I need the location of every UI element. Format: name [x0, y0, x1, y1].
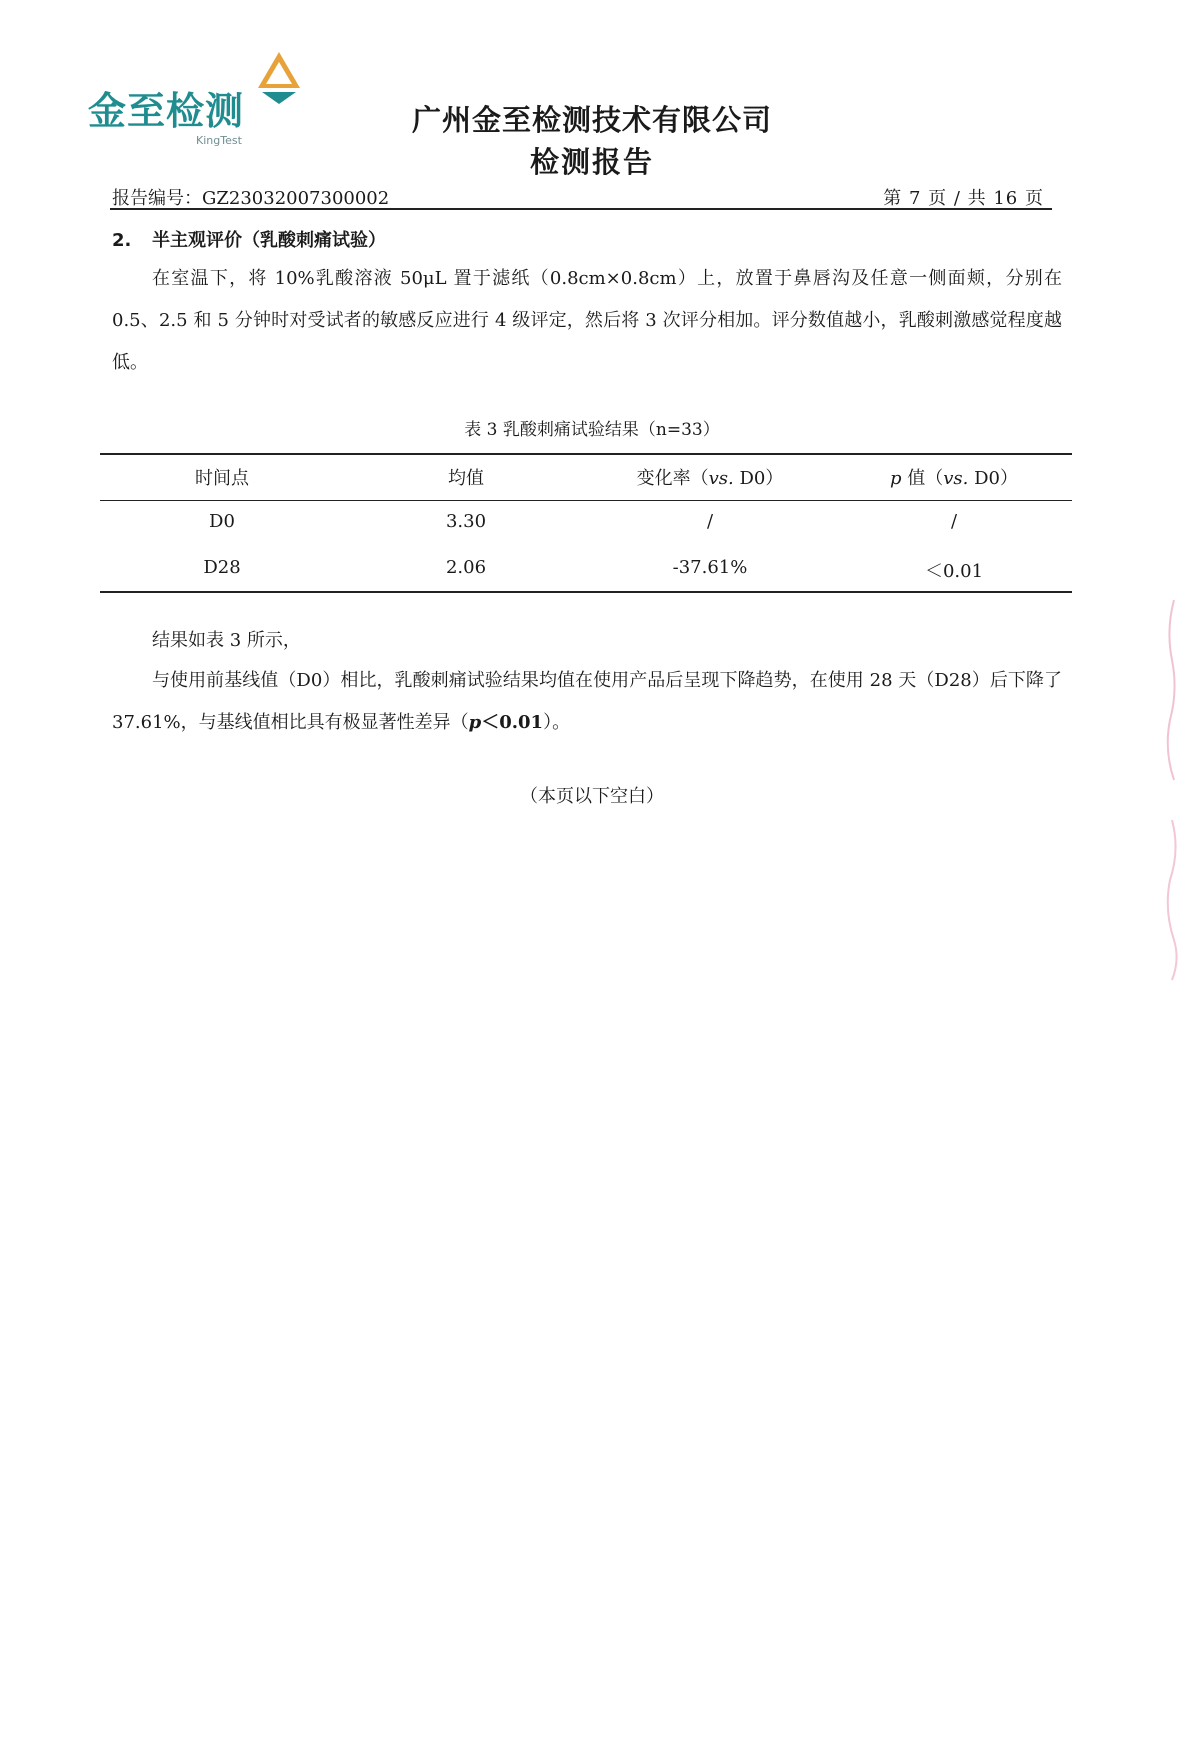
results-p-letter: p — [468, 712, 482, 733]
table-row-d28-p: ＜0.01 — [924, 561, 984, 582]
report-title: 检测报告 — [529, 145, 654, 179]
header-p-value — [834, 464, 1074, 490]
table-header-rule — [100, 500, 1072, 501]
section-heading — [112, 226, 386, 252]
logo-subtitle: KingTest — [196, 134, 242, 147]
company-name: 广州金至检测技术有限公司 — [411, 103, 772, 137]
section-title: 半主观评价（乳酸刺痛试验） — [152, 230, 386, 251]
results-end: ）。 — [543, 712, 571, 733]
table-top-rule — [100, 453, 1072, 455]
header-mean: 均值 — [448, 468, 484, 489]
table-row-d0-mean: 3.30 — [445, 511, 487, 532]
table-row-d28-mean: 2.06 — [445, 557, 487, 578]
results-paragraph — [112, 660, 1062, 744]
logo-text: 金至检测 — [88, 89, 245, 133]
header-p-prefix: 值（ — [901, 468, 944, 489]
table-row-d0-p: / — [950, 511, 958, 532]
method-paragraph: 在室温下，将 10%乳酸溶液 50μL 置于滤纸（0.8cm×0.8cm）上，放置于鼻唇沟及任意一侧面颊，分别在 0.5、2.5 和 5 分钟时对受试者的敏感反应进行 4 级评定，然后将 3 次评分相加。评分数值越小，乳酸刺激感觉程度越低。 — [112, 268, 1062, 373]
header-change-vs: vs. — [708, 468, 734, 489]
report-meta-line — [110, 182, 1052, 210]
section-number: 2. — [112, 230, 132, 251]
table-row-d0-time: D0 — [209, 511, 235, 532]
results-p-value: ＜0.01 — [481, 712, 544, 733]
header-p-vs: vs. — [943, 468, 969, 489]
header-change-prefix: 变化率（ — [636, 468, 709, 489]
table-row-d28-time: D28 — [203, 557, 241, 578]
table-row-d28-change: -37.61% — [672, 557, 748, 578]
seal-stamp-icon — [1160, 590, 1184, 990]
report-number-value: GZ23032007300002 — [202, 188, 390, 209]
table-bottom-rule — [100, 591, 1072, 593]
header-change-suffix: D0） — [733, 468, 784, 489]
header-p-suffix: D0） — [968, 468, 1018, 489]
results-intro: 结果如表 3 所示， — [152, 630, 301, 651]
report-number — [112, 184, 389, 210]
blank-note: （本页以下空白） — [520, 786, 664, 807]
header-change — [590, 464, 830, 490]
header-p-letter: p — [889, 468, 902, 489]
results-text: 与使用前基线值（D0）相比，乳酸刺痛试验结果均值在使用产品后呈现下降趋势，在使用 28 天（D28）后下降了 37.61%，与基线值相比具有极显著性差异（ — [112, 670, 1062, 733]
table-caption: 表 3 乳酸刺痛试验结果（n=33） — [464, 420, 720, 440]
table-row-d0-change: / — [706, 511, 714, 532]
page-info: 第 7 页 / 共 16 页 — [883, 188, 1044, 209]
header-time: 时间点 — [195, 468, 249, 489]
report-number-label: 报告编号： — [112, 188, 202, 209]
